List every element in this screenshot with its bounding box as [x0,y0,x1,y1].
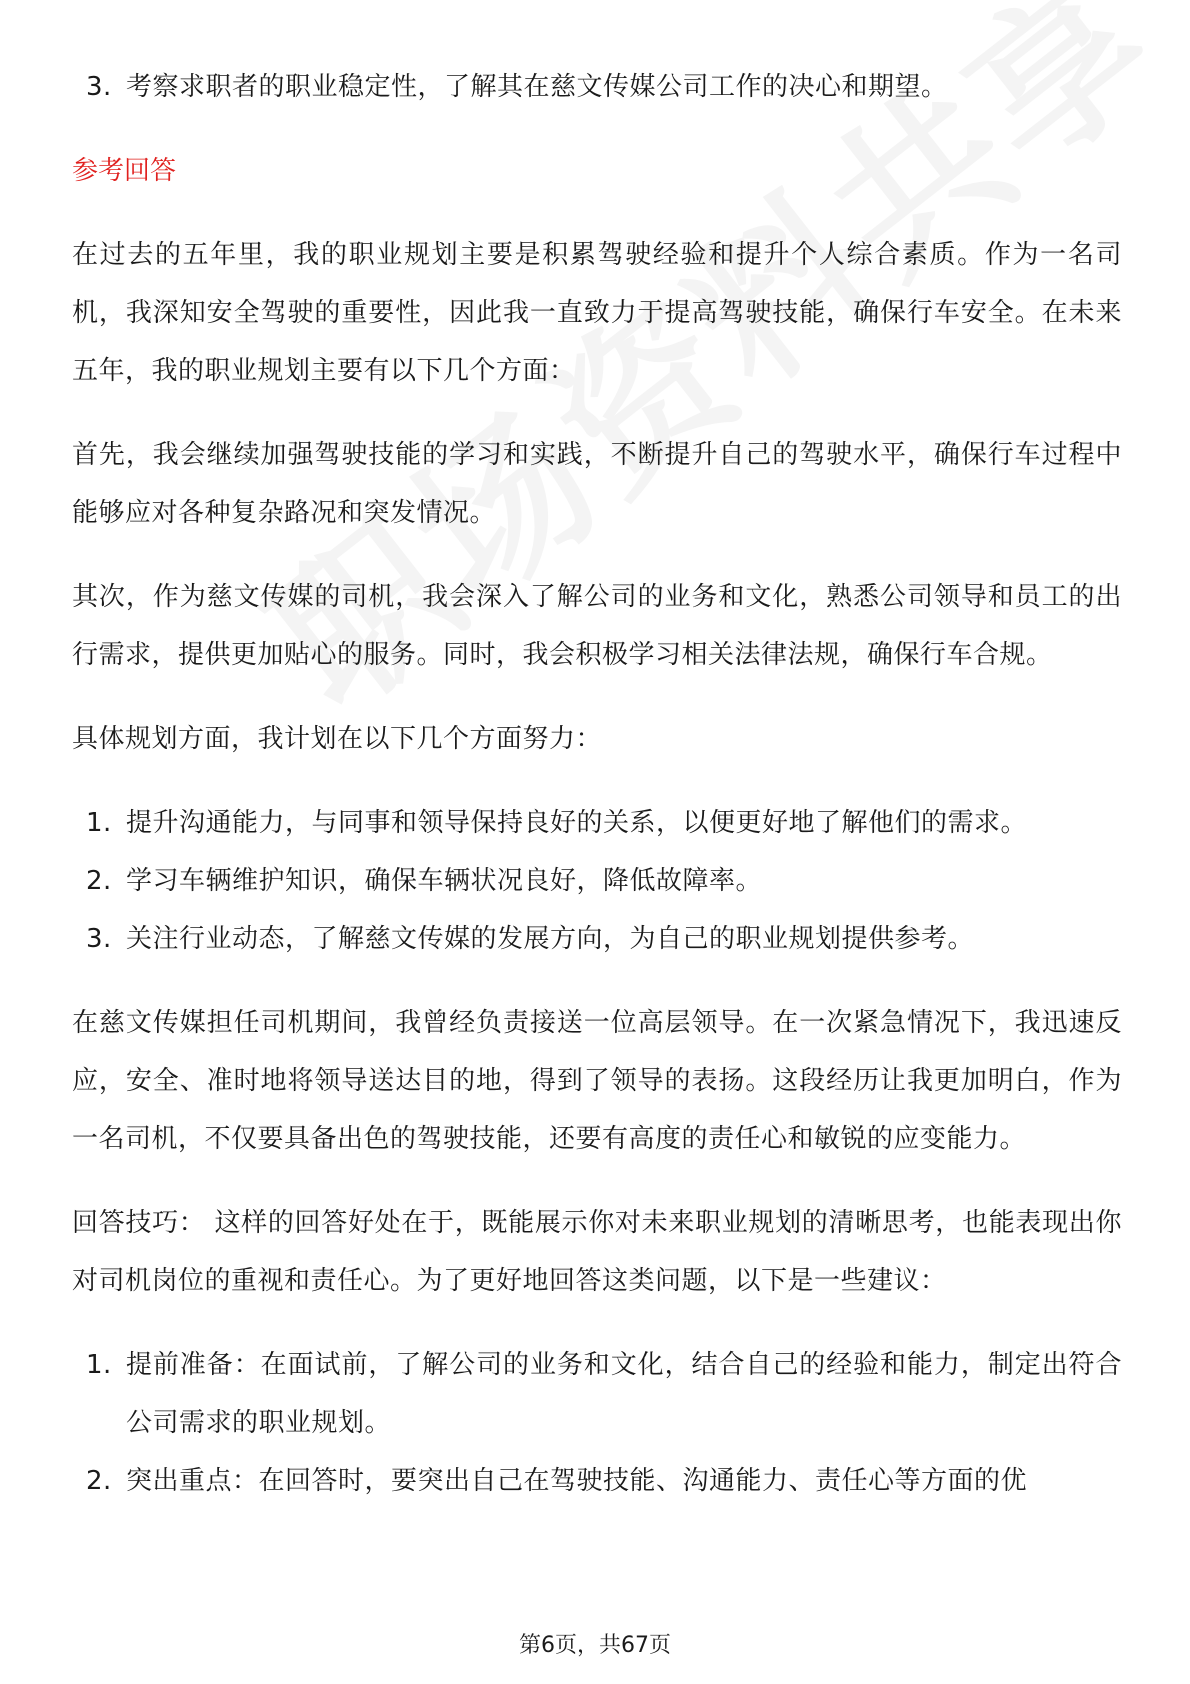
list-text: 学习车辆维护知识，确保车辆状况良好，降低故障率。 [126,866,763,896]
section-heading: 参考回答 [72,156,177,186]
list-text: 提升沟通能力，与同事和领导保持良好的关系，以便更好地了解他们的需求。 [126,808,1028,838]
paragraph: 在过去的五年里，我的职业规划主要是积累驾驶经验和提升个人综合素质。作为一名司机，我深知安全驾驶的重要性，因此我一直致力于提高驾驶技能，确保行车安全。在未来五年，我的职业规划主要有以下几个方面： [72,240,1122,386]
list-number: 2. [86,866,112,896]
list-item [72,1336,1122,1452]
list-text: 突出重点：在回答时，要突出自己在驾驶技能、沟通能力、责任心等方面的优 [126,1466,1028,1496]
list-item [72,910,1122,968]
paragraph: 首先，我会继续加强驾驶技能的学习和实践，不断提升自己的驾驶水平，确保行车过程中能够应对各种复杂路况和突发情况。 [72,440,1122,528]
page-content [72,58,1122,1536]
list-item [72,852,1122,910]
paragraph: 其次，作为慈文传媒的司机，我会深入了解公司的业务和文化，熟悉公司领导和员工的出行需求，提供更加贴心的服务。同时，我会积极学习相关法律法规，确保行车合规。 [72,582,1122,670]
list-number: 2. [86,1466,112,1496]
criteria-list [72,58,1122,116]
paragraph: 具体规划方面，我计划在以下几个方面努力： [72,724,603,754]
paragraph: 在慈文传媒担任司机期间，我曾经负责接送一位高层领导。在一次紧急情况下，我迅速反应，安全、准时地将领导送达目的地，得到了领导的表扬。这段经历让我更加明白，作为一名司机，不仅要具备出色的驾驶技能，还要有高度的责任心和敏锐的应变能力。 [72,1008,1122,1154]
list-item [72,58,1122,116]
list-text: 提前准备：在面试前，了解公司的业务和文化，结合自己的经验和能力，制定出符合公司需求的职业规划。 [126,1350,1122,1438]
list-item [72,1452,1122,1510]
tips-list [72,1336,1122,1510]
paragraph: 回答技巧： 这样的回答好处在于，既能展示你对未来职业规划的清晰思考，也能表现出你对司机岗位的重视和责任心。为了更好地回答这类问题，以下是一些建议： [72,1208,1122,1296]
page-footer: 第6页，共67页 [519,1633,671,1658]
list-number: 3. [86,72,112,102]
list-number: 1. [86,808,112,838]
list-item [72,794,1122,852]
list-text: 关注行业动态，了解慈文传媒的发展方向，为自己的职业规划提供参考。 [126,924,975,954]
list-number: 1. [86,1350,112,1380]
list-text: 考察求职者的职业稳定性，了解其在慈文传媒公司工作的决心和期望。 [126,72,948,102]
plan-list [72,794,1122,968]
list-number: 3. [86,924,112,954]
